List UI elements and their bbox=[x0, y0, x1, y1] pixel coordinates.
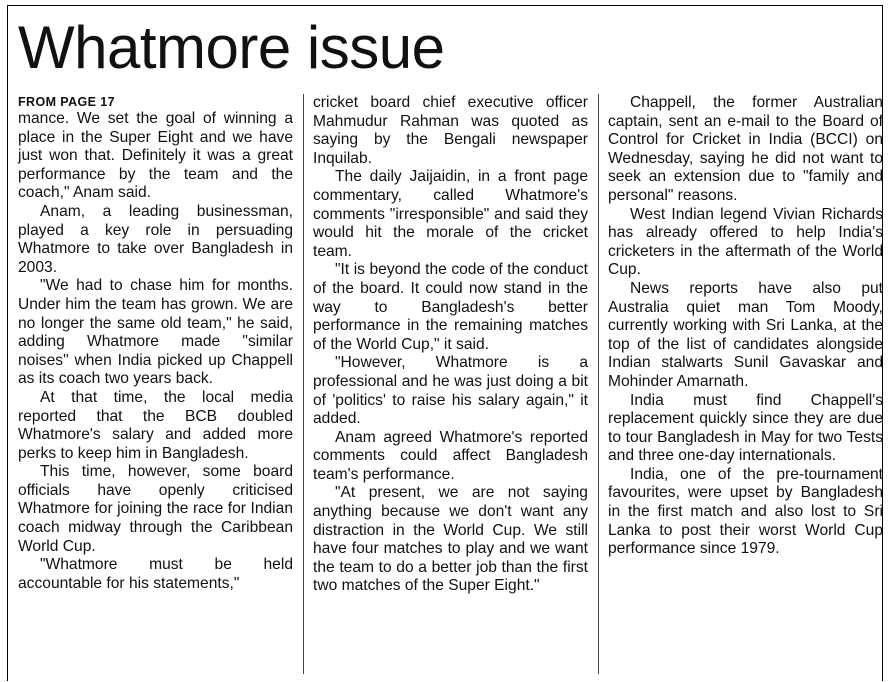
paragraph: India, one of the pre-tournament favourites, were upset by Bangladesh in the first match and also lost to Sri Lanka to post their worst World Cup performance since 1979. bbox=[608, 465, 883, 558]
column-divider bbox=[598, 94, 599, 674]
paragraph: "We had to chase him for months. Under him the team has grown. We are no longer the same old team," he said, adding Whatmore made "similar noises" when India picked up Chappell as its coach two years back. bbox=[18, 277, 293, 388]
paragraph: News reports have also put Australia quiet man Tom Moody, currently working with Sri Lanka, at the top of the list of candidates alongside Indian stalwarts Sunil Gavaskar and Mohinder Amarnath. bbox=[608, 279, 883, 390]
paragraph: cricket board chief executive officer Mahmudur Rahman was quoted as saying by the Bengali newspaper Inquilab. bbox=[313, 94, 588, 167]
paragraph: Anam agreed Whatmore's reported comments could affect Bangladesh team's performance. bbox=[313, 428, 588, 483]
paragraph: "Whatmore must be held accountable for his statements," bbox=[18, 556, 293, 592]
paragraph: At that time, the local media reported that the BCB doubled Whatmore's salary and added more perks to keep him in Bangladesh. bbox=[18, 388, 293, 462]
column-divider bbox=[303, 94, 304, 674]
paragraph: Chappell, the former Australian captain, sent an e-mail to the Board of Control for Cricket in India (BCCI) on Wednesday, saying he did not want to seek an extension due to "family and personal" reasons. bbox=[608, 94, 883, 204]
headline: Whatmore issue bbox=[18, 14, 445, 81]
column-2 bbox=[313, 94, 588, 596]
paragraph: "It is beyond the code of the conduct of the board. It could now stand in the way to Bangladesh's better performance in the remaining matches of the World Cup," it said. bbox=[313, 261, 588, 353]
paragraph: The daily Jaijaidin, in a front page commentary, called Whatmore's comments "irresponsible" and said they would hit the morale of the cricket team. bbox=[313, 168, 588, 260]
column-1 bbox=[18, 94, 293, 593]
paragraph: This time, however, some board officials have openly criticised Whatmore for joining the race for Indian coach midway through the Caribbean World Cup. bbox=[18, 463, 293, 555]
paragraph: India must find Chappell's replacement quickly since they are due to tour Bangladesh in May for two Tests and three one-day internationals. bbox=[608, 391, 883, 465]
paragraph: mance. We set the goal of winning a place in the Super Eight and we have just won that. Definitely it was a great performance by the team and the coach," Anam said. bbox=[18, 110, 293, 202]
paragraph: West Indian legend Vivian Richards has already offered to help India's cricketers in the aftermath of the World Cup. bbox=[608, 205, 883, 279]
continued-from-label: FROM PAGE 17 bbox=[18, 95, 115, 109]
paragraph: "At present, we are not saying anything because we don't want any distraction in the World Cup. We still have four matches to play and we want the team to do a better job than the first two matches of the Super Eight." bbox=[313, 484, 588, 595]
column-3 bbox=[608, 94, 883, 559]
paragraph: "However, Whatmore is a professional and he was just doing a bit of 'politics' to raise his salary again," it added. bbox=[313, 354, 588, 428]
paragraph: Anam, a leading businessman, played a key role in persuading Whatmore to take over Bangladesh in 2003. bbox=[18, 202, 293, 276]
